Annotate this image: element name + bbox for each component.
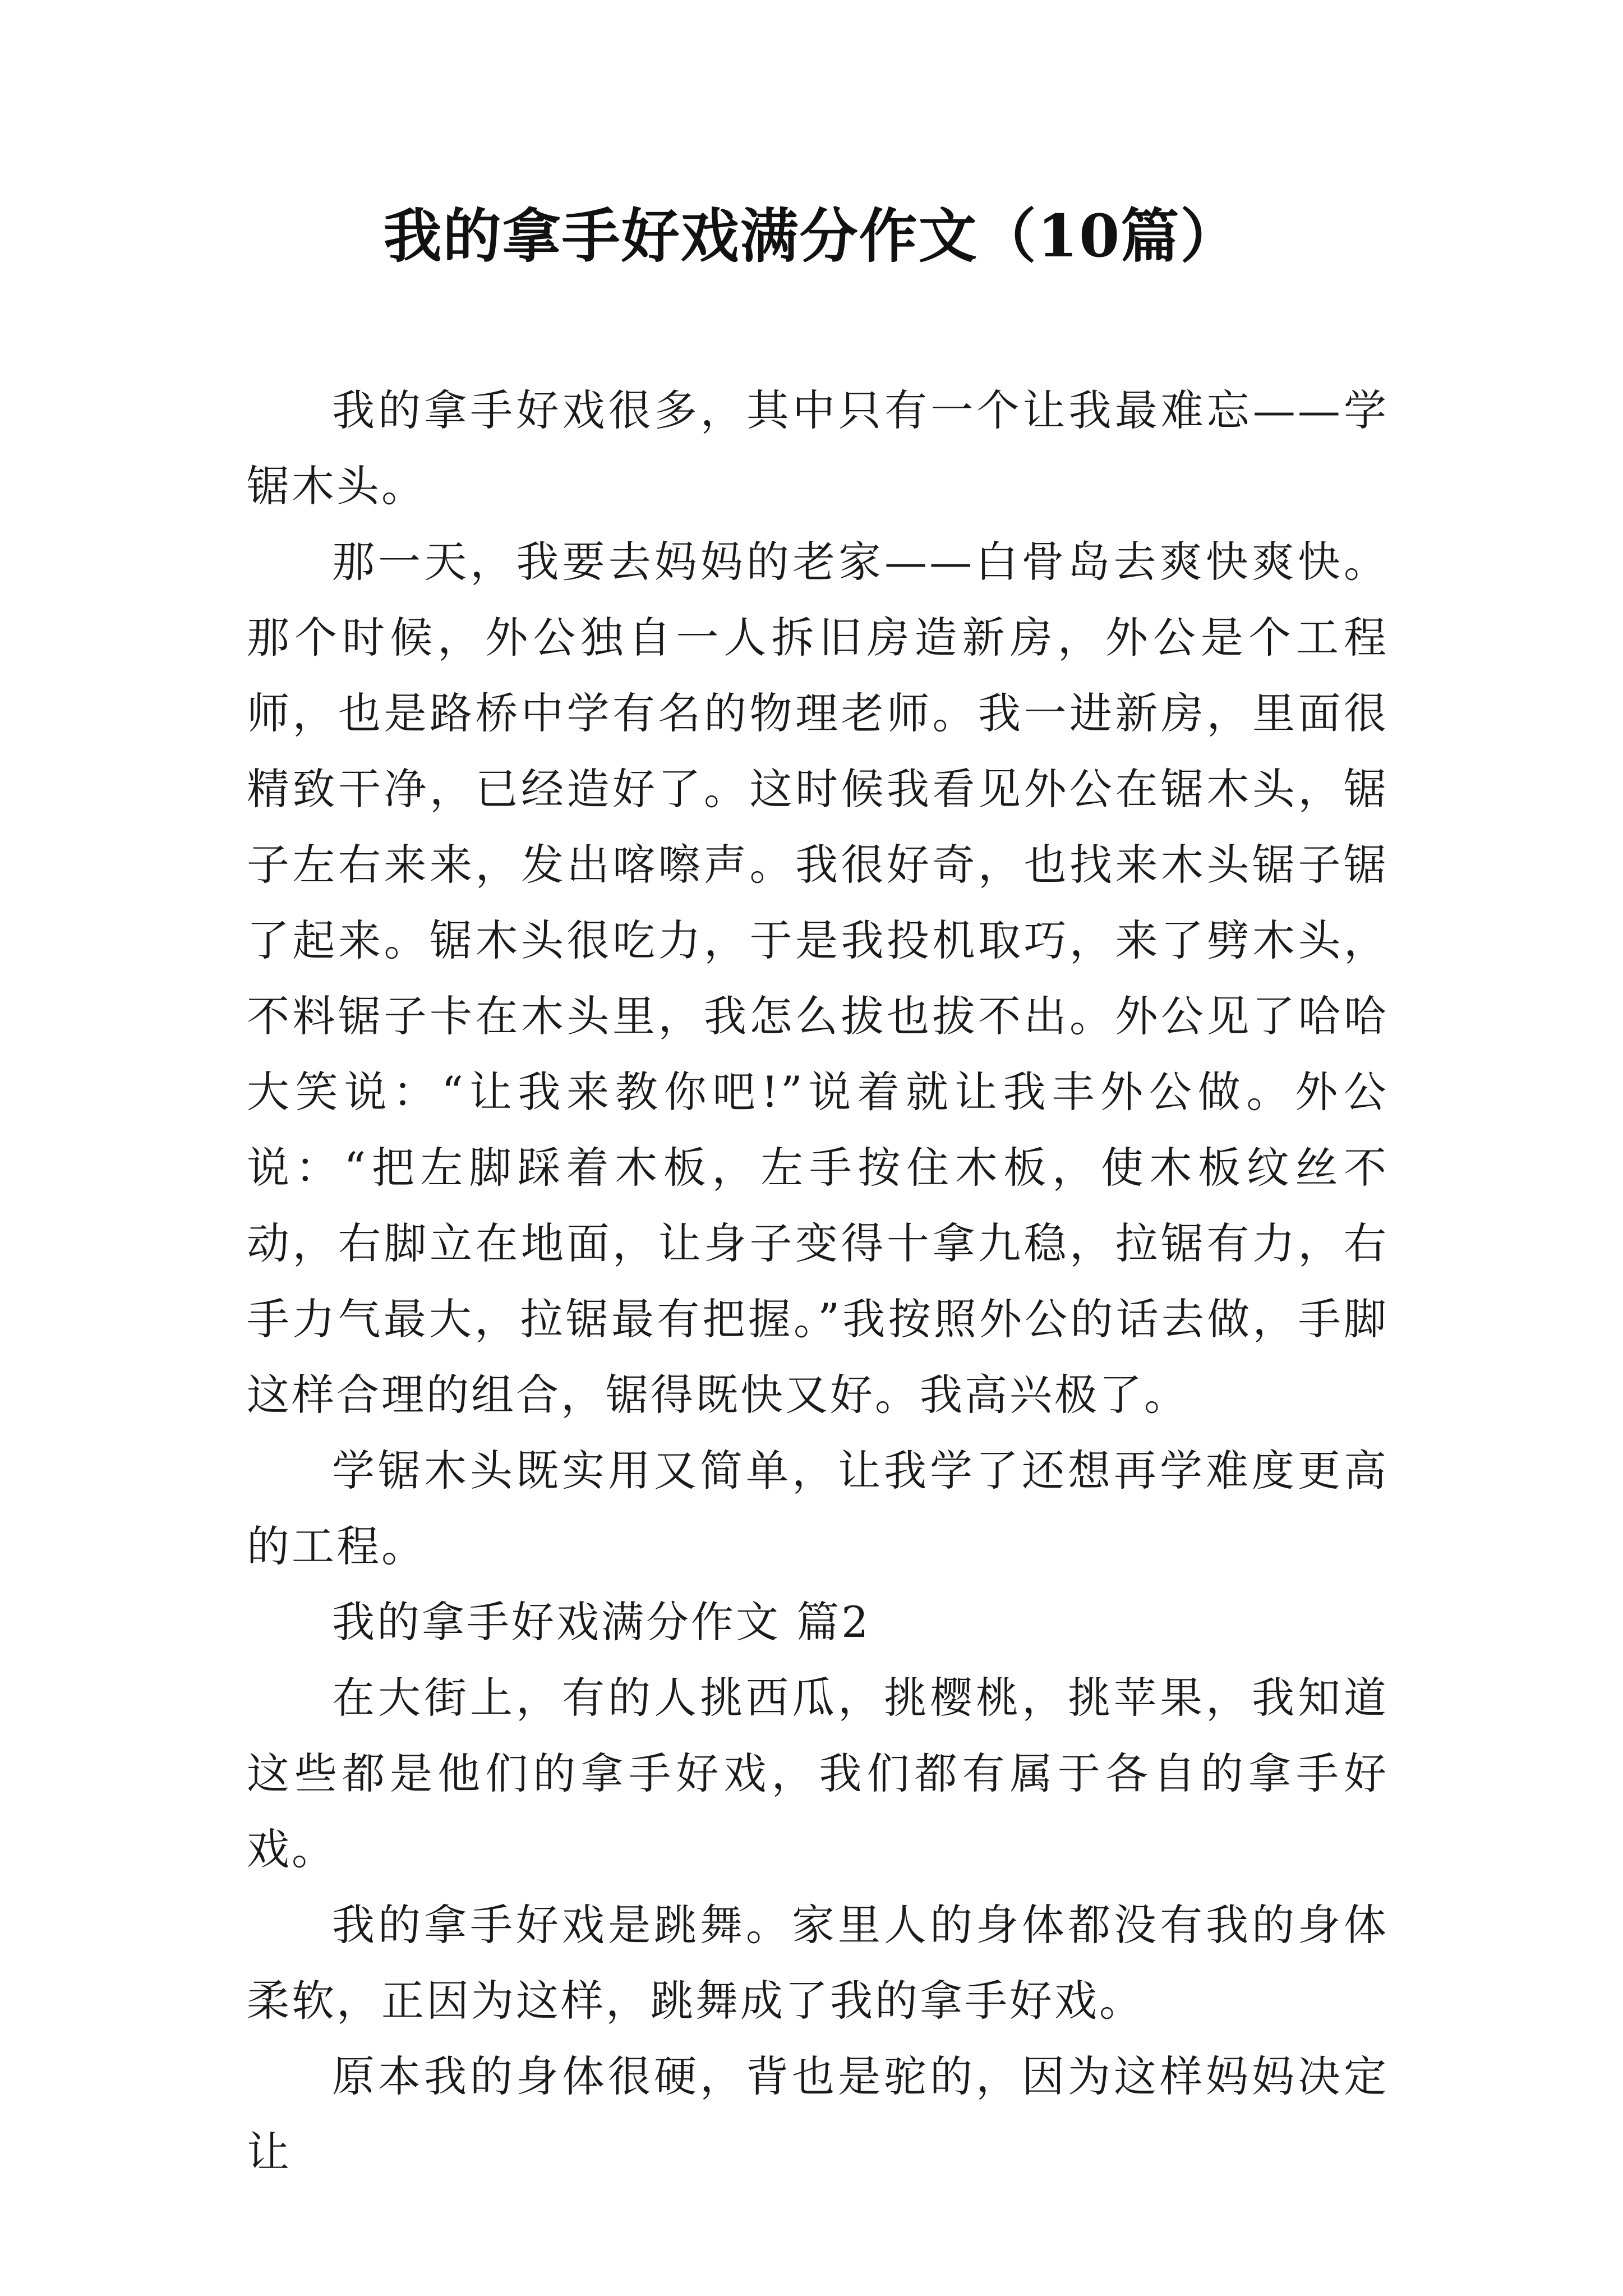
document-body <box>247 372 1389 2190</box>
paragraph: 在大街上，有的人挑西瓜，挑樱桃，挑苹果，我知道这些都是他们的拿手好戏，我们都有属于各自的拿手好戏。 <box>247 1673 1389 1874</box>
document-title: 我的拿手好戏满分作文（10篇） <box>383 201 1240 270</box>
paragraph: 我的拿手好戏很多，其中只有一个让我最难忘——学锯木头。 <box>247 385 1389 511</box>
paragraph: 我的拿手好戏是跳舞。家里人的身体都没有我的身体柔软，正因为这样，跳舞成了我的拿手好戏。 <box>247 1900 1389 2026</box>
paragraph: 原本我的身体很硬，背也是驼的，因为这样妈妈决定让 <box>247 2051 1389 2177</box>
section-heading: 我的拿手好戏满分作文 篇2 <box>332 1597 871 1647</box>
paragraph: 学锯木头既实用又简单，让我学了还想再学难度更高的工程。 <box>247 1446 1389 1571</box>
paragraph: 那一天，我要去妈妈的老家——白骨岛去爽快爽快。那个时候，外公独自一人拆旧房造新房，外公是个工程师，也是路桥中学有名的物理老师。我一进新房，里面很精致干净，已经造好了。这时候我看见外公在锯木头，锯子左右来来，发出喀嚓声。我很好奇，也找来木头锯子锯了起来。锯木头很吃力，于是我投机取巧，来了劈木头，不料锯子卡在木头里，我怎么拔也拔不出。外公见了哈哈大笑说：“让我来教你吧!”说着就让我丰外公做。外公说：“把左脚踩着木板，左手按住木板，使木板纹丝不动，右脚立在地面，让身子变得十拿九稳，拉锯有力，右手力气最大，拉锯最有把握。”我按照外公的话去做，手脚这样合理的组合，锯得既快又好。我高兴极了。 <box>247 537 1389 1420</box>
